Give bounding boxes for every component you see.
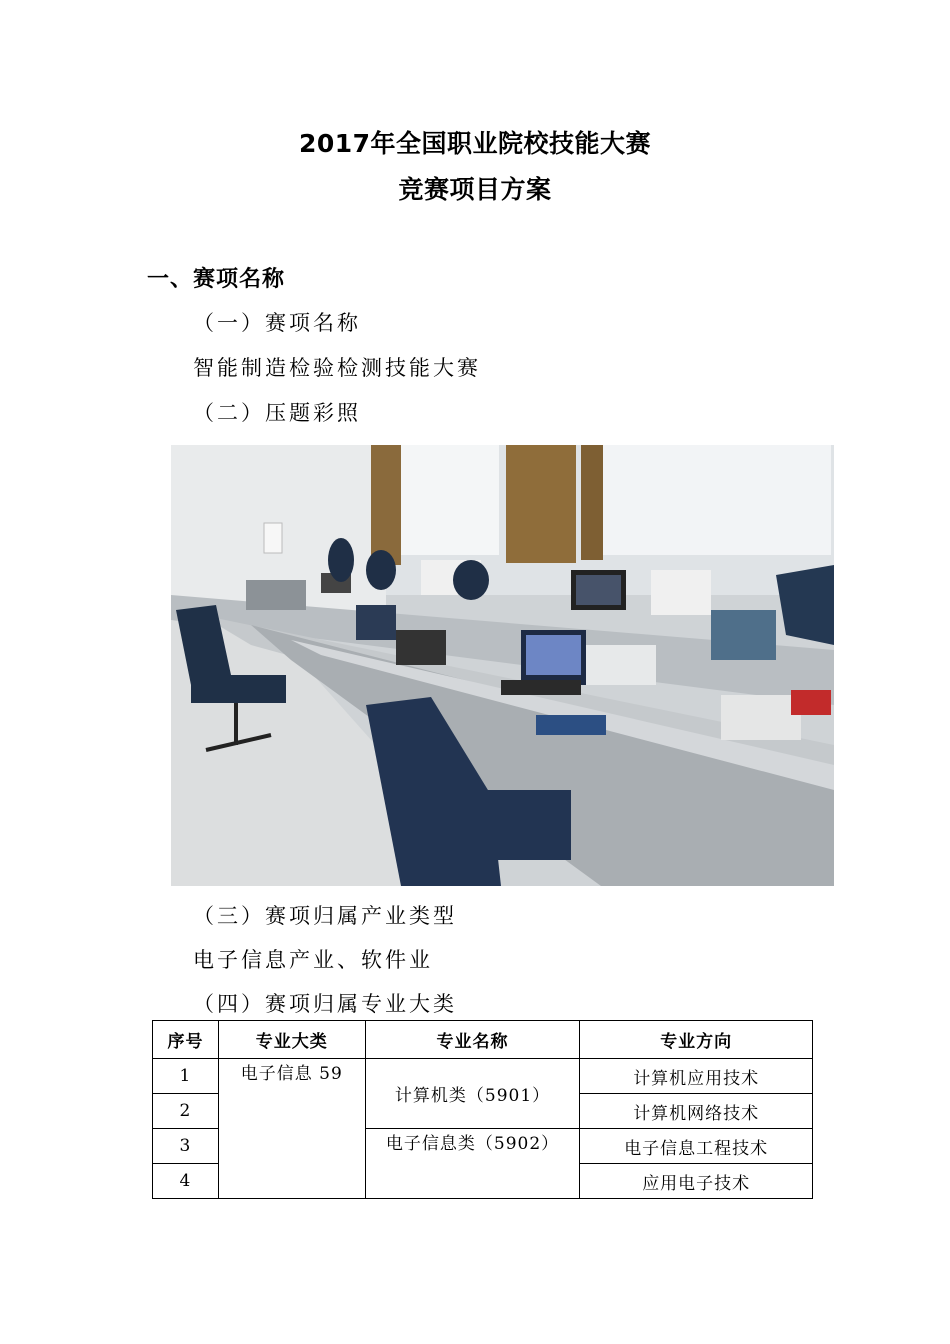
header-category: 专业大类 — [218, 1021, 365, 1059]
header-no: 序号 — [153, 1021, 219, 1059]
document-subtitle: 竞赛项目方案 — [398, 175, 552, 204]
subsection-label: （三）赛项归属产业类型 — [193, 904, 457, 928]
industry-type: 电子信息产业、软件业 — [193, 948, 433, 972]
major-cell: 计算机类（5901） — [365, 1059, 580, 1129]
row-number: 1 — [153, 1059, 219, 1094]
category-cell: 电子信息 59 — [218, 1059, 365, 1199]
header-major: 专业名称 — [365, 1021, 580, 1059]
row-number: 3 — [153, 1129, 219, 1164]
major-cell: 电子信息类（5902） — [365, 1129, 580, 1199]
table-header-row — [153, 1021, 813, 1059]
subsection-label: （一）赛项名称 — [193, 311, 361, 335]
competition-photo — [171, 445, 834, 886]
direction-cell: 计算机应用技术 — [580, 1059, 813, 1094]
section-heading: 一、赛项名称 — [147, 267, 286, 292]
subsection-label: （二）压题彩照 — [193, 401, 361, 425]
direction-cell: 计算机网络技术 — [580, 1094, 813, 1129]
table-row — [153, 1059, 813, 1094]
row-number: 4 — [153, 1164, 219, 1199]
majors-table — [152, 1020, 813, 1199]
direction-cell: 应用电子技术 — [580, 1164, 813, 1199]
direction-cell: 电子信息工程技术 — [580, 1129, 813, 1164]
header-direction: 专业方向 — [580, 1021, 813, 1059]
document-title: 2017年全国职业院校技能大赛 — [298, 129, 652, 158]
row-number: 2 — [153, 1094, 219, 1129]
subsection-label: （四）赛项归属专业大类 — [193, 992, 457, 1016]
event-name: 智能制造检验检测技能大赛 — [193, 356, 481, 380]
